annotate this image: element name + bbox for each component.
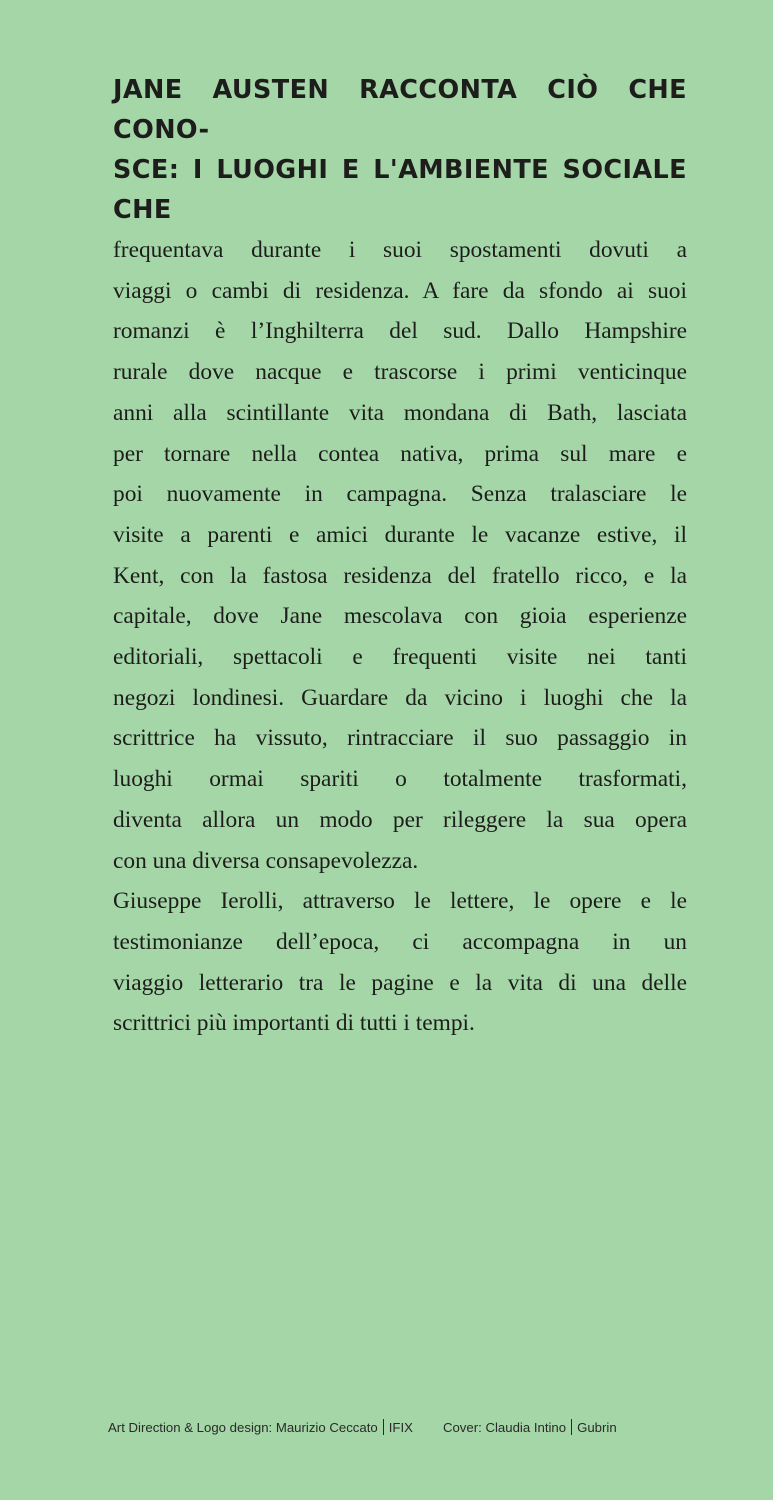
text-line: editoriali, spettacoli e frequenti visite nei tanti (113, 644, 687, 671)
text-line: negozi londinesi. Guardare da vicino i luoghi che la (113, 684, 687, 711)
cover-credit: Cover: Claudia Intino (442, 1420, 567, 1435)
text-line: scrittrice ha vissuto, rintracciare il suo passaggio in (113, 725, 687, 752)
text-line: viaggi o cambi di residenza. A fare da sfondo ai suoi (113, 277, 687, 304)
text-line: Kent, con la fastosa residenza del fratello ricco, e la (113, 562, 687, 589)
text-line: visite a parenti e amici durante le vacanze estive, il (113, 521, 687, 548)
heading-line: JANE AUSTEN RACCONTA CIÒ CHE CONO- (113, 75, 687, 145)
credit-divider (383, 1419, 384, 1435)
credits-line (108, 1418, 617, 1438)
text-line: anni alla scintillante vita mondana di Bath, lasciata (113, 399, 687, 426)
text-line: per tornare nella contea nativa, prima sul mare e (113, 440, 687, 467)
text-line: scrittrici più importanti di tutti i tempi. (113, 1010, 475, 1037)
text-line: Giuseppe Ierolli, attraverso le lettere, le opere e le (113, 888, 687, 915)
text-line: rurale dove nacque e trascorse i primi venticinque (113, 359, 687, 386)
text-line: diventa allora un modo per rileggere la sua opera (113, 806, 687, 833)
art-direction-studio: IFIX (388, 1420, 413, 1435)
blurb-heading (113, 70, 687, 230)
credit-divider (571, 1419, 572, 1435)
heading-line: SCE: I LUOGHI E L'AMBIENTE SOCIALE CHE (113, 155, 687, 225)
blurb (113, 70, 687, 1044)
text-line: testimonianze dell’epoca, ci accompagna in un (113, 928, 687, 955)
text-line: frequentava durante i suoi spostamenti dovuti a (113, 237, 687, 263)
text-line: viaggio letterario tra le pagine e la vita di una delle (113, 969, 687, 996)
text-line: con una diversa consapevolezza. (113, 847, 419, 874)
text-line: poi nuovamente in campagna. Senza tralasciare le (113, 481, 687, 508)
paragraph-2 (113, 881, 687, 1044)
paragraph-1 (113, 230, 687, 881)
cover-studio: Gubrin (577, 1420, 617, 1435)
text-line: luoghi ormai spariti o totalmente trasformati, (113, 766, 687, 793)
text-line: romanzi è l’Inghilterra del sud. Dallo Hampshire (113, 318, 687, 345)
art-direction-credit: Art Direction & Logo design: Maurizio Ceccato (108, 1420, 378, 1435)
text-line: capitale, dove Jane mescolava con gioia esperienze (113, 603, 687, 630)
